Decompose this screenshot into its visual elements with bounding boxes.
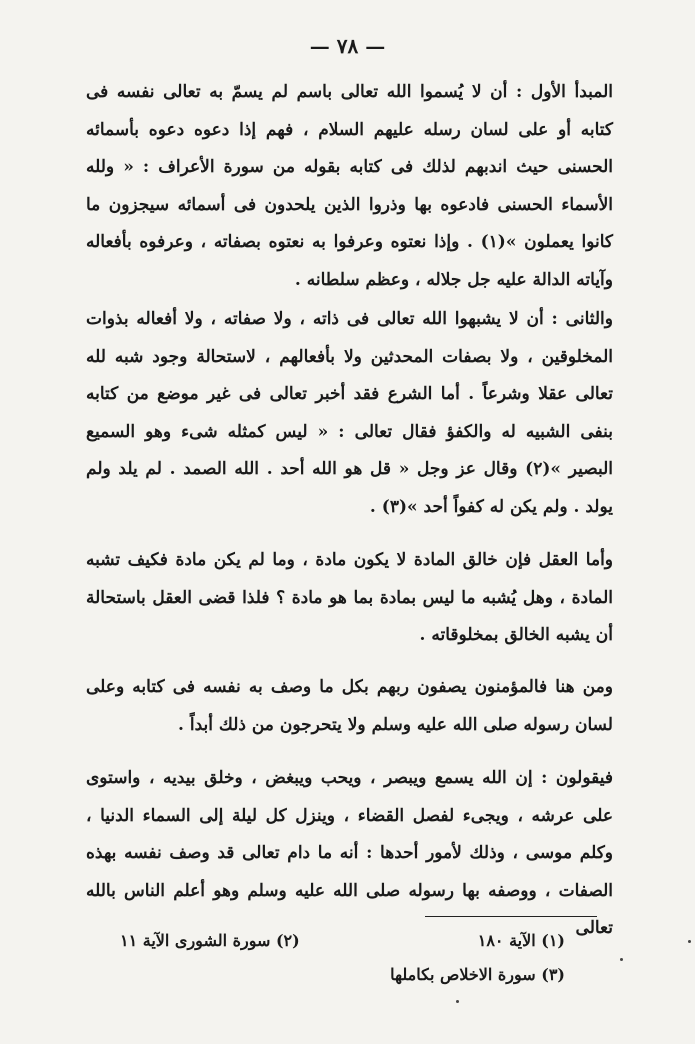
footnote-1: (١) الآية ١٨٠ [477, 931, 565, 950]
paragraph-text: المبدأ الأول : أن لا يُسموا الله تعالى باسم لم يسمّ به تعالى نفسه فى كتابه أو على لسان رسله عليهم السلام ، فهم إذا دعوه دعوه بأسمائه الحسنى حيث اندبهم لذلك فى كتابه بقوله من سورة الأعراف : « ولله الأسماء الحسنى فادعوه بها وذروا الذين يلحدون فى أسمائه سيجزون ما كانوا يعملون »(١) . وإذا نعتوه وعرفوا به نعتوه بصفاته ، وعرفوه بأفعاله وآياته الدالة عليه جل جلاله ، وعظم سلطانه . [86, 82, 613, 290]
paragraph-believers [86, 669, 613, 744]
scan-speck [688, 940, 691, 943]
footnote-row [120, 958, 565, 992]
paragraph-text: ومن هنا فالمؤمنون يصفون ربهم بكل ما وصف به نفسه فى كتابه وعلى لسان رسوله صلى الله عليه وسلم ولا يتحرجون من ذلك أبداً . [86, 677, 613, 735]
scan-speck [456, 1000, 459, 1003]
paragraph-second-principle [86, 301, 613, 526]
paragraph-first-principle [86, 74, 613, 299]
footnote-separator [425, 916, 597, 917]
paragraph-attributes [86, 760, 613, 948]
footnote-row [120, 924, 565, 958]
scan-speck [620, 958, 623, 961]
footnotes [120, 924, 565, 992]
footnote-3: (٣) سورة الاخلاص بكاملها [390, 965, 565, 984]
page-number: — ٧٨ — [309, 34, 386, 58]
footnote-2: (٢) سورة الشورى الآية ١١ [120, 931, 300, 950]
paragraph-text: وأما العقل فإن خالق المادة لا يكون مادة ، وما لم يكن مادة فكيف تشبه المادة ، وهل يُشبه ما ليس بمادة بما هو مادة ؟ فلذا قضى العقل باستحالة أن يشبه الخالق بمخلوقاته . [86, 550, 613, 645]
paragraph-text: والثانى : أن لا يشبهوا الله تعالى فى ذاته ، ولا صفاته ، ولا أفعاله بذوات المخلوقين ، ولا بصفات المحدثين ولا بأفعالهم ، لاستحالة وجود شبه لله تعالى عقلا وشرعاً . أما الشرع فقد أخبر تعالى فى غير موضع من كتابه بنفى الشبيه له والكفؤ فقال تعالى : « ليس كمثله شىء وهو السميع البصير »(٢) وقال عز وجل « قل هو الله أحد . الله الصمد . لم يلد ولم يولد . ولم يكن له كفواً أحد »(٣) . [86, 309, 613, 517]
paragraph-reason [86, 542, 613, 655]
paragraph-text: فيقولون : إن الله يسمع ويبصر ، ويحب ويبغض ، وخلق بيديه ، واستوى على عرشه ، ويجىء لفصل القضاء ، وينزل كل ليلة إلى السماء الدنيا ، وكلم موسى ، وذلك لأمور أحدها : أنه ما دام تعالى قد وصف نفسه بهذه الصفات ، ووصفه بها رسوله صلى الله عليه وسلم وهو أعلم الناس بالله تعالى [86, 768, 613, 938]
